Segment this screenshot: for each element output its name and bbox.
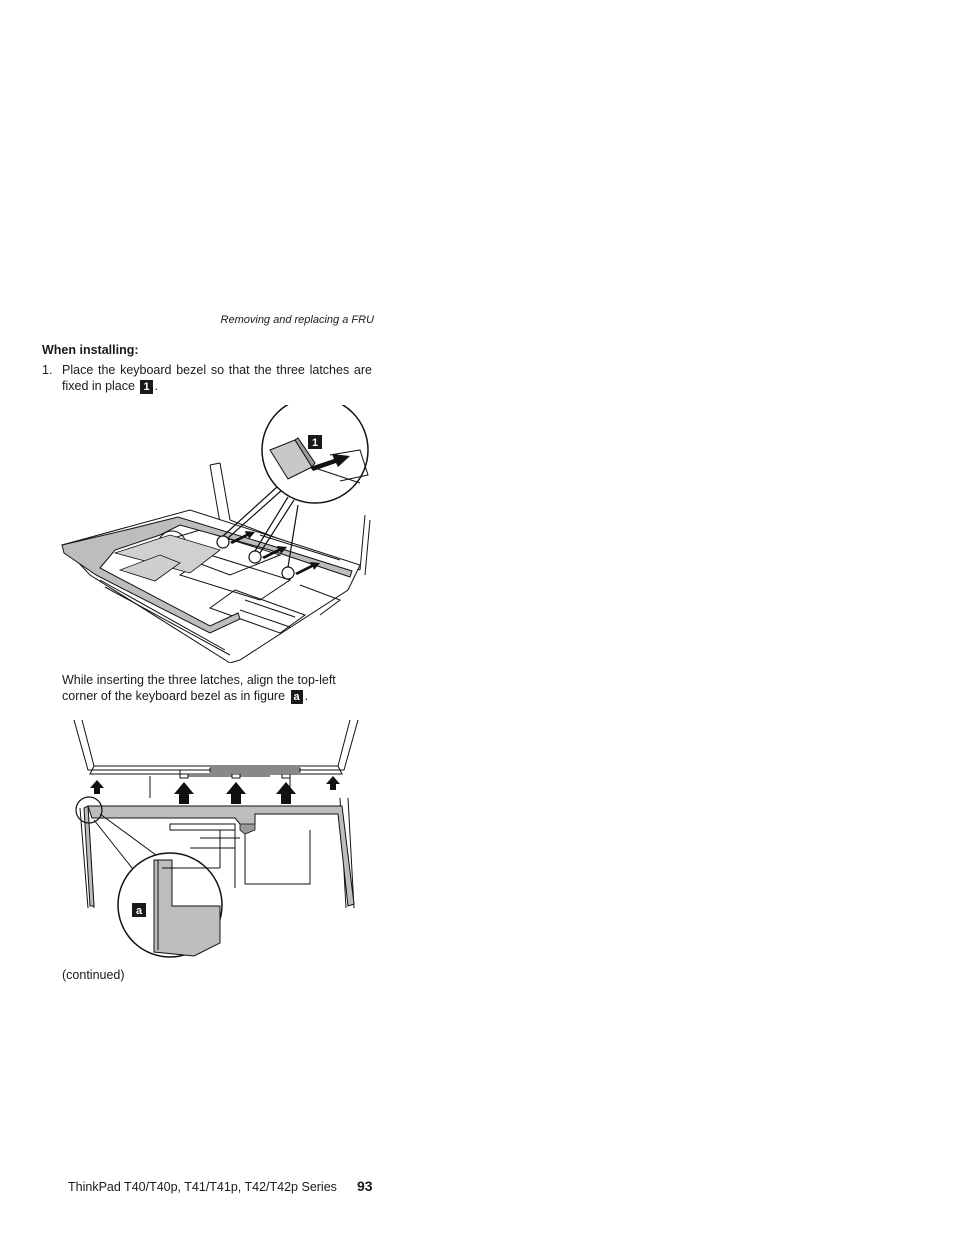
alignment-paragraph	[62, 672, 374, 704]
figure-corner-alignment	[70, 718, 362, 962]
step-text	[62, 362, 372, 394]
footer-series: ThinkPad T40/T40p, T41/T41p, T42/T42p Series	[68, 1180, 337, 1194]
step-number: 1.	[42, 363, 53, 377]
continued-note: (continued)	[62, 968, 125, 982]
callout-badge: a	[291, 690, 303, 704]
page-number: 93	[357, 1178, 373, 1194]
paragraph-text-before: While inserting the three latches, align the top-left corner of the keyboard bezel as in figure	[62, 673, 336, 703]
section-heading: When installing:	[42, 343, 139, 357]
paragraph-text-after: .	[304, 689, 309, 703]
callout-badge: 1	[140, 380, 152, 394]
figure2-callout: a	[135, 905, 143, 917]
running-head: Removing and replacing a FRU	[220, 314, 374, 326]
figure1-callout: 1	[311, 437, 319, 449]
step-text-after: .	[154, 379, 159, 393]
step-text-before: Place the keyboard bezel so that the three latches are fixed in place	[62, 363, 372, 393]
figure-bezel-placement	[60, 405, 375, 663]
